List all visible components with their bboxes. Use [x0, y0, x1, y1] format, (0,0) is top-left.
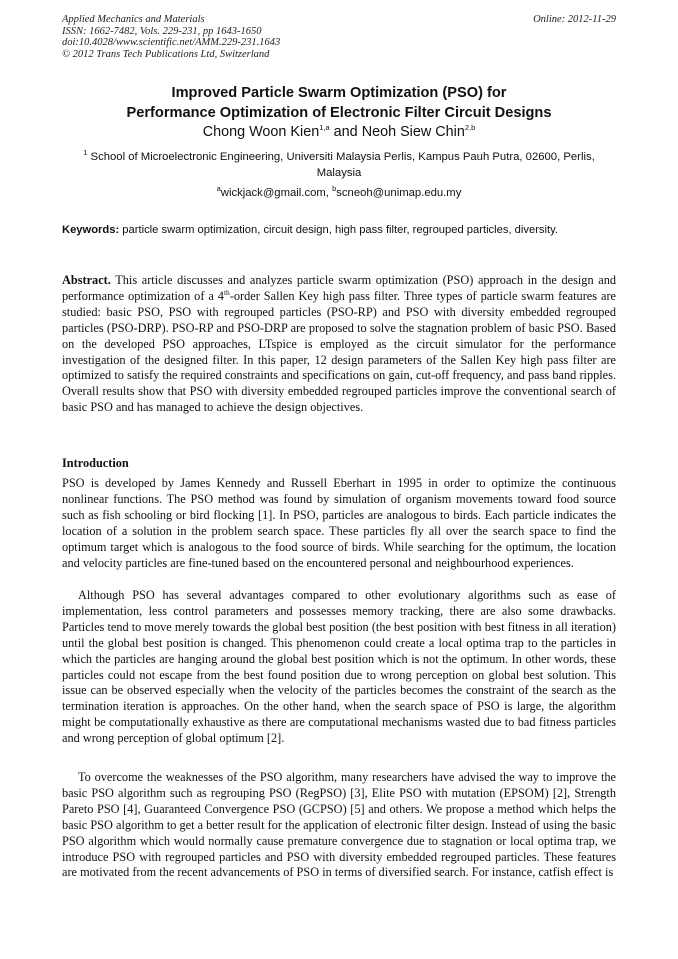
abstract-label: Abstract. [62, 273, 111, 287]
keywords-text: particle swarm optimization, circuit design, high pass filter, regrouped particles, diversity. [119, 224, 558, 236]
intro-paragraph-2: Although PSO has several advantages compared to other evolutionary algorithms such as ease of implementation, less control parameters and possesses memory tracking, there are also some drawbacks. Particles tend to move merely towards the global best position (the best position with best fitness in all iteration) until the global best position is changed. This phenomenon could create a local optima trap to the particles in which the particles are hanging around the global best position which is not the optimum. In other words, these particles could not escape from the best found position due to wrong perception on global best solution. This issue can be observed especially when the velocity of the particles becomes the constraint of the search as the termination iteration is approaches. On the other hand, when the search space of PSO is large, the algorithm might be computationally exhaustive as there are computational mechanisms wasted due to bad fitness particles and wrong perception of global optimum [2]. [62, 588, 616, 746]
author-2: Neoh Siew Chin [361, 124, 465, 140]
author-2-affil-mark: 2,b [464, 123, 476, 133]
keywords [62, 223, 616, 238]
affiliation-mark: 1 [83, 148, 88, 158]
online-date: Online: 2012-11-29 [533, 14, 616, 25]
keywords-label: Keywords: [62, 224, 120, 236]
email-a: wickjack@gmail.com, [220, 187, 333, 199]
email-a-mark: a [216, 184, 221, 194]
journal-header [62, 14, 616, 60]
author-1: Chong Woon Kien [202, 124, 320, 140]
abstract-text-b: -order Sallen Key high pass filter. Three types of particle swarm features are studied: basic PSO, PSO with regrouped particles (PSO-RP) and PSO with diversity embedded regrouped particles (PSO-DRP). PSO-RP and PSO-DRP are proposed to solve the stagnation problem of basic PSO. Based on the developed PSO approaches, LTspice is employed as the circuit simulator for the performance investigation of the designed filter. In this paper, 12 design parameters of the Sallen Key high pass filter are optimized to satisfy the required constraints and specifications on gain, cut-off frequency, and pass band ripples. Overall results show that PSO with diversity embedded regrouped particles improve the conventional search of basic PSO and has managed to achieve the design objectives. [62, 288, 616, 415]
abstract-text-a: This article discusses and analyzes particle swarm optimization (PSO) approach in the design and performance optimization of a 4 [62, 273, 616, 303]
abstract-superscript: th [223, 287, 230, 297]
introduction-heading: Introduction [62, 456, 129, 470]
doi-line: doi:10.4028/www.scientific.net/AMM.229-231.1643 [62, 37, 281, 48]
author-1-affil-mark: 1,a [319, 123, 330, 133]
issn-line: ISSN: 1662-7482, Vols. 229-231, pp 1643-1650 [62, 25, 262, 37]
journal-name: Applied Mechanics and Materials [62, 14, 205, 25]
affiliation [72, 149, 606, 181]
abstract [62, 273, 616, 416]
title-line-2: Performance Optimization of Electronic Filter Circuit Designs [126, 105, 552, 121]
email-b: scneoh@unimap.edu.my [336, 187, 462, 199]
intro-paragraph-3: To overcome the weaknesses of the PSO algorithm, many researchers have advised the way to improve the basic PSO algorithm such as regrouping PSO (RegPSO) [3], Elite PSO with mutation (EPSOM) [2], Strength Pareto PSO [4], Guaranteed Convergence PSO (GCPSO) [5] and others. We propose a method which helps the basic PSO algorithm to get a better result for the application of electronic filter design. Instead of using the basic PSO algorithm which would normally cause premature convergence due to stagnation or local optima trap, we introduce PSO with regrouped particles and PSO with diversity embedded regrouped particles. These features are motivated from the recent advancements of PSO in terms of diversified search. For instance, catfish effect is [62, 770, 616, 880]
author-emails [62, 185, 616, 201]
author-line [62, 123, 616, 141]
email-b-mark: b [332, 184, 337, 194]
author-conjunction: and [329, 124, 362, 140]
copyright-line: © 2012 Trans Tech Publications Ltd, Switzerland [62, 48, 270, 60]
affiliation-text: School of Microelectronic Engineering, Universiti Malaysia Perlis, Kampus Pauh Putra, 02600, Perlis, Malaysia [87, 151, 595, 179]
intro-paragraph-1: PSO is developed by James Kennedy and Russell Eberhart in 1995 in order to optimize the continuous nonlinear functions. The PSO method was found by simulation of organism movements toward food source such as fish schooling or bird flocking [1]. In PSO, particles are analogous to birds. Each particle indicates the location of a solution in the problem search space. These particles fly all over the search space to find the optimum target which is analogous to the food source of birds. While searching for the optimum, the location and velocity particles are fine-tuned based on the encountered personal and neighbourhood experiences. [62, 476, 616, 570]
paper-title [62, 83, 616, 123]
title-line-1: Improved Particle Swarm Optimization (PSO) for [171, 85, 507, 101]
